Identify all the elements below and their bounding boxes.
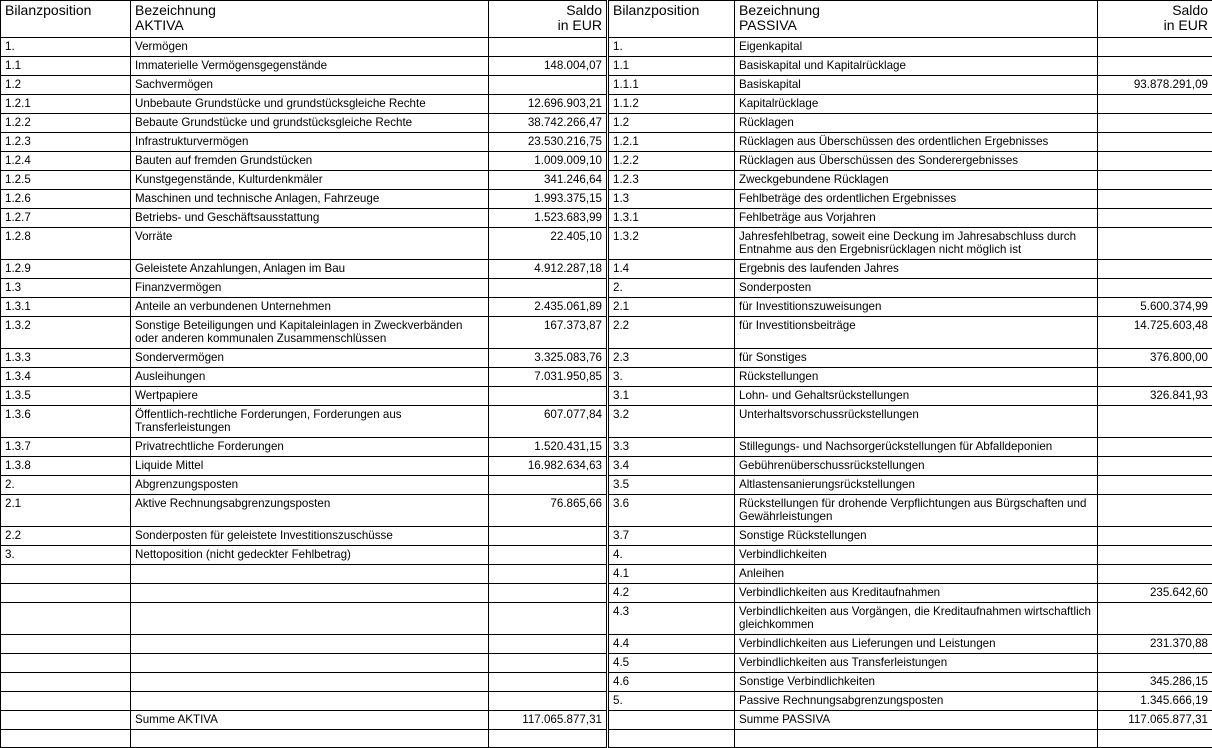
passiva-cell-description: Basiskapital <box>735 76 1098 95</box>
aktiva-empty-cell <box>489 730 607 748</box>
aktiva-header-description: Bezeichnung AKTIVA <box>131 1 489 38</box>
aktiva-cell-position: 1.3.6 <box>1 406 131 438</box>
passiva-header-row <box>609 1 1212 38</box>
passiva-cell-description: Sonstige Verbindlichkeiten <box>735 673 1098 692</box>
passiva-row <box>609 654 1212 673</box>
aktiva-cell-amount: 167.373,87 <box>489 317 607 349</box>
aktiva-sum-row <box>1 711 607 730</box>
passiva-row <box>609 209 1212 228</box>
aktiva-cell-description: Privatrechtliche Forderungen <box>131 438 489 457</box>
passiva-cell-description: Jahresfehlbetrag, soweit eine Deckung im Jahresabschluss durch Entnahme aus den Ergebnisrücklagen nicht möglich ist <box>735 228 1098 260</box>
aktiva-cell-position: 1.2.9 <box>1 260 131 279</box>
passiva-cell-amount <box>1098 228 1212 260</box>
passiva-cell-amount <box>1098 565 1212 584</box>
passiva-cell-position: 1.2.1 <box>609 133 735 152</box>
passiva-row <box>609 673 1212 692</box>
passiva-cell-amount <box>1098 438 1212 457</box>
aktiva-cell-description: Abgrenzungsposten <box>131 476 489 495</box>
passiva-cell-amount <box>1098 152 1212 171</box>
aktiva-row <box>1 527 607 546</box>
passiva-cell-description: Ergebnis des laufenden Jahres <box>735 260 1098 279</box>
aktiva-cell-position: 3. <box>1 546 131 565</box>
passiva-row <box>609 368 1212 387</box>
aktiva-cell-description: Bebaute Grundstücke und grundstücksgleiche Rechte <box>131 114 489 133</box>
aktiva-cell-description <box>131 673 489 692</box>
passiva-cell-amount <box>1098 114 1212 133</box>
aktiva-cell-amount <box>489 692 607 711</box>
passiva-cell-amount <box>1098 457 1212 476</box>
aktiva-cell-position: 1.3.1 <box>1 298 131 317</box>
aktiva-cell-position: 1.3.5 <box>1 387 131 406</box>
aktiva-cell-position: 2. <box>1 476 131 495</box>
passiva-cell-amount: 231.370,88 <box>1098 635 1212 654</box>
aktiva-cell-description: Ausleihungen <box>131 368 489 387</box>
aktiva-header-row <box>1 1 607 38</box>
aktiva-row <box>1 438 607 457</box>
passiva-cell-description: Verbindlichkeiten aus Kreditaufnahmen <box>735 584 1098 603</box>
aktiva-cell-amount <box>489 279 607 298</box>
aktiva-cell-position: 1.2 <box>1 76 131 95</box>
passiva-row <box>609 387 1212 406</box>
aktiva-cell-description: Unbebaute Grundstücke und grundstücksgleiche Rechte <box>131 95 489 114</box>
aktiva-cell-amount: 76.865,66 <box>489 495 607 527</box>
aktiva-cell-amount: 3.325.083,76 <box>489 349 607 368</box>
passiva-cell-amount <box>1098 476 1212 495</box>
passiva-cell-position: 1.3.2 <box>609 228 735 260</box>
aktiva-cell-position: 1.3.3 <box>1 349 131 368</box>
passiva-cell-amount <box>1098 603 1212 635</box>
passiva-row <box>609 457 1212 476</box>
aktiva-row <box>1 457 607 476</box>
aktiva-cell-description <box>131 584 489 603</box>
passiva-row <box>609 546 1212 565</box>
aktiva-row <box>1 387 607 406</box>
aktiva-cell-amount <box>489 476 607 495</box>
aktiva-cell-description: Infrastrukturvermögen <box>131 133 489 152</box>
passiva-row <box>609 260 1212 279</box>
aktiva-row <box>1 209 607 228</box>
passiva-cell-description: Rücklagen aus Überschüssen des Sonderergebnisses <box>735 152 1098 171</box>
aktiva-sum-label: Summe AKTIVA <box>131 711 489 730</box>
aktiva-cell-description: Nettoposition (nicht gedeckter Fehlbetrag) <box>131 546 489 565</box>
aktiva-cell-amount <box>489 654 607 673</box>
passiva-cell-description: Verbindlichkeiten aus Lieferungen und Leistungen <box>735 635 1098 654</box>
passiva-row <box>609 95 1212 114</box>
aktiva-cell-description: Finanzvermögen <box>131 279 489 298</box>
passiva-cell-amount: 1.345.666,19 <box>1098 692 1212 711</box>
passiva-cell-position: 1.2 <box>609 114 735 133</box>
passiva-cell-amount <box>1098 260 1212 279</box>
aktiva-cell-description: Vorräte <box>131 228 489 260</box>
passiva-cell-amount <box>1098 406 1212 438</box>
aktiva-sum-amount: 117.065.877,31 <box>489 711 607 730</box>
passiva-row <box>609 635 1212 654</box>
aktiva-cell-position: 1.3.2 <box>1 317 131 349</box>
aktiva-row <box>1 317 607 349</box>
aktiva-cell-position: 2.2 <box>1 527 131 546</box>
aktiva-row <box>1 228 607 260</box>
passiva-row <box>609 133 1212 152</box>
passiva-cell-position: 1. <box>609 38 735 57</box>
passiva-row <box>609 692 1212 711</box>
passiva-cell-position: 3.6 <box>609 495 735 527</box>
aktiva-row <box>1 546 607 565</box>
passiva-cell-position: 3.3 <box>609 438 735 457</box>
passiva-cell-description: Basiskapital und Kapitalrücklage <box>735 57 1098 76</box>
passiva-row <box>609 438 1212 457</box>
passiva-cell-amount <box>1098 95 1212 114</box>
passiva-cell-description: Gebührenüberschussrückstellungen <box>735 457 1098 476</box>
aktiva-cell-description: Sachvermögen <box>131 76 489 95</box>
aktiva-row <box>1 368 607 387</box>
passiva-cell-amount: 5.600.374,99 <box>1098 298 1212 317</box>
aktiva-cell-description <box>131 635 489 654</box>
aktiva-row <box>1 133 607 152</box>
passiva-row <box>609 171 1212 190</box>
aktiva-row <box>1 476 607 495</box>
passiva-cell-amount <box>1098 654 1212 673</box>
aktiva-row <box>1 38 607 57</box>
aktiva-cell-position <box>1 565 131 584</box>
passiva-cell-position: 2.3 <box>609 349 735 368</box>
passiva-cell-description: Stillegungs- und Nachsorgerückstellungen für Abfalldeponien <box>735 438 1098 457</box>
passiva-cell-description: für Investitionsbeiträge <box>735 317 1098 349</box>
aktiva-cell-amount: 4.912.287,18 <box>489 260 607 279</box>
aktiva-cell-position: 1.2.7 <box>1 209 131 228</box>
aktiva-cell-description: Sonstige Beteiligungen und Kapitaleinlagen in Zweckverbänden oder anderen kommunalen Zusammenschlüssen <box>131 317 489 349</box>
passiva-sum-amount: 117.065.877,31 <box>1098 711 1212 730</box>
passiva-row <box>609 603 1212 635</box>
aktiva-cell-description: Betriebs- und Geschäftsausstattung <box>131 209 489 228</box>
passiva-cell-description: Sonstige Rückstellungen <box>735 527 1098 546</box>
aktiva-header-amount: Saldo in EUR <box>489 1 607 38</box>
passiva-empty-cell <box>609 730 735 748</box>
passiva-row <box>609 406 1212 438</box>
passiva-cell-amount: 93.878.291,09 <box>1098 76 1212 95</box>
aktiva-cell-description: Öffentlich-rechtliche Forderungen, Forderungen aus Transferleistungen <box>131 406 489 438</box>
passiva-cell-amount: 326.841,93 <box>1098 387 1212 406</box>
aktiva-row <box>1 95 607 114</box>
aktiva-cell-amount: 12.696.903,21 <box>489 95 607 114</box>
aktiva-cell-amount <box>489 603 607 635</box>
aktiva-cell-description: Sonderposten für geleistete Investitionszuschüsse <box>131 527 489 546</box>
passiva-cell-position: 4.3 <box>609 603 735 635</box>
aktiva-cell-description: Anteile an verbundenen Unternehmen <box>131 298 489 317</box>
passiva-cell-description: Verbindlichkeiten aus Transferleistungen <box>735 654 1098 673</box>
aktiva-cell-amount <box>489 565 607 584</box>
passiva-header-position: Bilanzposition <box>609 1 735 38</box>
passiva-cell-position: 3.4 <box>609 457 735 476</box>
aktiva-cell-amount: 1.993.375,15 <box>489 190 607 209</box>
aktiva-row <box>1 260 607 279</box>
passiva-cell-description: Rücklagen aus Überschüssen des ordentlichen Ergebnisses <box>735 133 1098 152</box>
passiva-empty-cell <box>1098 730 1212 748</box>
passiva-cell-amount <box>1098 38 1212 57</box>
aktiva-cell-position: 1.2.2 <box>1 114 131 133</box>
passiva-cell-amount <box>1098 190 1212 209</box>
passiva-row <box>609 349 1212 368</box>
passiva-cell-description: Kapitalrücklage <box>735 95 1098 114</box>
aktiva-cell-position: 1.3.4 <box>1 368 131 387</box>
aktiva-cell-position: 1.2.4 <box>1 152 131 171</box>
aktiva-cell-position: 1.1 <box>1 57 131 76</box>
aktiva-sum-position <box>1 711 131 730</box>
passiva-row <box>609 495 1212 527</box>
aktiva-cell-position: 1.2.8 <box>1 228 131 260</box>
passiva-cell-position: 3.7 <box>609 527 735 546</box>
aktiva-cell-position: 1.3.7 <box>1 438 131 457</box>
passiva-cell-position: 4.4 <box>609 635 735 654</box>
aktiva-row <box>1 635 607 654</box>
passiva-cell-position: 1.1.2 <box>609 95 735 114</box>
aktiva-row <box>1 349 607 368</box>
aktiva-cell-amount <box>489 527 607 546</box>
passiva-row <box>609 527 1212 546</box>
aktiva-cell-amount: 16.982.634,63 <box>489 457 607 476</box>
aktiva-cell-amount: 23.530.216,75 <box>489 133 607 152</box>
passiva-cell-amount <box>1098 279 1212 298</box>
passiva-cell-position: 1.2.2 <box>609 152 735 171</box>
aktiva-cell-amount <box>489 635 607 654</box>
aktiva-row <box>1 76 607 95</box>
passiva-cell-amount: 376.800,00 <box>1098 349 1212 368</box>
passiva-cell-description: Passive Rechnungsabgrenzungsposten <box>735 692 1098 711</box>
aktiva-cell-position: 1.3.8 <box>1 457 131 476</box>
passiva-row <box>609 565 1212 584</box>
aktiva-cell-description: Maschinen und technische Anlagen, Fahrzeuge <box>131 190 489 209</box>
aktiva-row <box>1 584 607 603</box>
aktiva-cell-description <box>131 565 489 584</box>
aktiva-cell-amount <box>489 673 607 692</box>
passiva-cell-description: Lohn- und Gehaltsrückstellungen <box>735 387 1098 406</box>
aktiva-cell-description: Geleistete Anzahlungen, Anlagen im Bau <box>131 260 489 279</box>
passiva-sum-label: Summe PASSIVA <box>735 711 1098 730</box>
aktiva-cell-amount: 2.435.061,89 <box>489 298 607 317</box>
passiva-cell-description: für Sonstiges <box>735 349 1098 368</box>
aktiva-cell-description: Aktive Rechnungsabgrenzungsposten <box>131 495 489 527</box>
aktiva-empty-cell <box>131 730 489 748</box>
passiva-cell-position: 1.2.3 <box>609 171 735 190</box>
aktiva-cell-amount: 1.009.009,10 <box>489 152 607 171</box>
passiva-empty-row <box>609 730 1212 748</box>
passiva-header-description: Bezeichnung PASSIVA <box>735 1 1098 38</box>
aktiva-cell-description: Kunstgegenstände, Kulturdenkmäler <box>131 171 489 190</box>
passiva-cell-position: 4.2 <box>609 584 735 603</box>
passiva-sum-position <box>609 711 735 730</box>
passiva-cell-amount <box>1098 495 1212 527</box>
aktiva-cell-description <box>131 654 489 673</box>
passiva-cell-position: 2.2 <box>609 317 735 349</box>
aktiva-cell-description: Wertpapiere <box>131 387 489 406</box>
passiva-row <box>609 279 1212 298</box>
aktiva-cell-position: 2.1 <box>1 495 131 527</box>
passiva-cell-description: Fehlbeträge aus Vorjahren <box>735 209 1098 228</box>
aktiva-row <box>1 114 607 133</box>
aktiva-cell-amount: 1.523.683,99 <box>489 209 607 228</box>
aktiva-row <box>1 565 607 584</box>
aktiva-cell-position <box>1 692 131 711</box>
passiva-row <box>609 114 1212 133</box>
aktiva-row <box>1 57 607 76</box>
aktiva-cell-position <box>1 584 131 603</box>
passiva-cell-description: Altlastensanierungsrückstellungen <box>735 476 1098 495</box>
aktiva-cell-description: Bauten auf fremden Grundstücken <box>131 152 489 171</box>
aktiva-cell-description <box>131 692 489 711</box>
aktiva-cell-amount: 1.520.431,15 <box>489 438 607 457</box>
aktiva-row <box>1 171 607 190</box>
passiva-cell-position: 1.1.1 <box>609 76 735 95</box>
passiva-row <box>609 152 1212 171</box>
aktiva-cell-amount <box>489 546 607 565</box>
passiva-cell-description: Eigenkapital <box>735 38 1098 57</box>
passiva-cell-position: 4.1 <box>609 565 735 584</box>
passiva-cell-position: 3.5 <box>609 476 735 495</box>
aktiva-cell-description: Immaterielle Vermögensgegenstände <box>131 57 489 76</box>
passiva-cell-position: 3.2 <box>609 406 735 438</box>
aktiva-cell-position <box>1 673 131 692</box>
aktiva-cell-amount: 38.742.266,47 <box>489 114 607 133</box>
aktiva-row <box>1 495 607 527</box>
passiva-cell-amount: 235.642,60 <box>1098 584 1212 603</box>
passiva-cell-description: Rücklagen <box>735 114 1098 133</box>
passiva-cell-position: 2. <box>609 279 735 298</box>
aktiva-empty-cell <box>1 730 131 748</box>
passiva-cell-position: 3.1 <box>609 387 735 406</box>
aktiva-row <box>1 298 607 317</box>
passiva-row <box>609 76 1212 95</box>
passiva-row <box>609 298 1212 317</box>
aktiva-cell-position <box>1 654 131 673</box>
passiva-cell-description: Sonderposten <box>735 279 1098 298</box>
passiva-cell-amount <box>1098 171 1212 190</box>
passiva-cell-description: Anleihen <box>735 565 1098 584</box>
aktiva-cell-amount <box>489 584 607 603</box>
aktiva-cell-amount <box>489 76 607 95</box>
passiva-cell-description: Rückstellungen für drohende Verpflichtungen aus Bürgschaften und Gewährleistungen <box>735 495 1098 527</box>
aktiva-row <box>1 673 607 692</box>
aktiva-cell-description: Sondervermögen <box>131 349 489 368</box>
passiva-cell-description: Fehlbeträge des ordentlichen Ergebnisses <box>735 190 1098 209</box>
aktiva-cell-description: Vermögen <box>131 38 489 57</box>
aktiva-cell-position: 1. <box>1 38 131 57</box>
passiva-cell-amount <box>1098 546 1212 565</box>
aktiva-cell-position <box>1 603 131 635</box>
passiva-cell-amount <box>1098 133 1212 152</box>
aktiva-cell-position: 1.2.3 <box>1 133 131 152</box>
passiva-row <box>609 38 1212 57</box>
passiva-cell-position: 1.4 <box>609 260 735 279</box>
aktiva-row <box>1 654 607 673</box>
aktiva-row <box>1 603 607 635</box>
aktiva-header-position: Bilanzposition <box>1 1 131 38</box>
passiva-cell-description: Verbindlichkeiten <box>735 546 1098 565</box>
passiva-table <box>608 0 1212 748</box>
aktiva-cell-description <box>131 603 489 635</box>
aktiva-cell-position: 1.2.1 <box>1 95 131 114</box>
passiva-row <box>609 317 1212 349</box>
passiva-cell-amount: 345.286,15 <box>1098 673 1212 692</box>
passiva-cell-amount <box>1098 209 1212 228</box>
passiva-cell-position: 2.1 <box>609 298 735 317</box>
passiva-row <box>609 476 1212 495</box>
passiva-cell-position: 4.6 <box>609 673 735 692</box>
aktiva-cell-position: 1.2.6 <box>1 190 131 209</box>
aktiva-row <box>1 406 607 438</box>
passiva-header-amount: Saldo in EUR <box>1098 1 1212 38</box>
aktiva-row <box>1 152 607 171</box>
aktiva-cell-amount: 7.031.950,85 <box>489 368 607 387</box>
passiva-cell-position: 1.1 <box>609 57 735 76</box>
aktiva-cell-position: 1.3 <box>1 279 131 298</box>
aktiva-row <box>1 190 607 209</box>
passiva-cell-position: 5. <box>609 692 735 711</box>
passiva-sum-row <box>609 711 1212 730</box>
passiva-cell-position: 3. <box>609 368 735 387</box>
passiva-cell-amount <box>1098 57 1212 76</box>
passiva-cell-description: Zweckgebundene Rücklagen <box>735 171 1098 190</box>
passiva-cell-position: 1.3 <box>609 190 735 209</box>
aktiva-cell-amount: 607.077,84 <box>489 406 607 438</box>
passiva-row <box>609 228 1212 260</box>
aktiva-cell-description: Liquide Mittel <box>131 457 489 476</box>
passiva-empty-cell <box>735 730 1098 748</box>
passiva-cell-position: 4. <box>609 546 735 565</box>
passiva-row <box>609 57 1212 76</box>
aktiva-cell-position <box>1 635 131 654</box>
passiva-cell-amount <box>1098 368 1212 387</box>
passiva-cell-position: 4.5 <box>609 654 735 673</box>
aktiva-cell-amount: 148.004,07 <box>489 57 607 76</box>
aktiva-cell-amount: 22.405,10 <box>489 228 607 260</box>
aktiva-cell-position: 1.2.5 <box>1 171 131 190</box>
passiva-cell-description: Rückstellungen <box>735 368 1098 387</box>
passiva-cell-amount <box>1098 527 1212 546</box>
passiva-cell-amount: 14.725.603,48 <box>1098 317 1212 349</box>
passiva-cell-description: Unterhaltsvorschussrückstellungen <box>735 406 1098 438</box>
aktiva-empty-row <box>1 730 607 748</box>
passiva-row <box>609 584 1212 603</box>
aktiva-row <box>1 279 607 298</box>
passiva-cell-description: für Investitionszuweisungen <box>735 298 1098 317</box>
aktiva-cell-amount: 341.246,64 <box>489 171 607 190</box>
aktiva-row <box>1 692 607 711</box>
passiva-cell-position: 1.3.1 <box>609 209 735 228</box>
passiva-cell-description: Verbindlichkeiten aus Vorgängen, die Kreditaufnahmen wirtschaftlich gleichkommen <box>735 603 1098 635</box>
aktiva-cell-amount <box>489 38 607 57</box>
passiva-row <box>609 190 1212 209</box>
aktiva-cell-amount <box>489 387 607 406</box>
